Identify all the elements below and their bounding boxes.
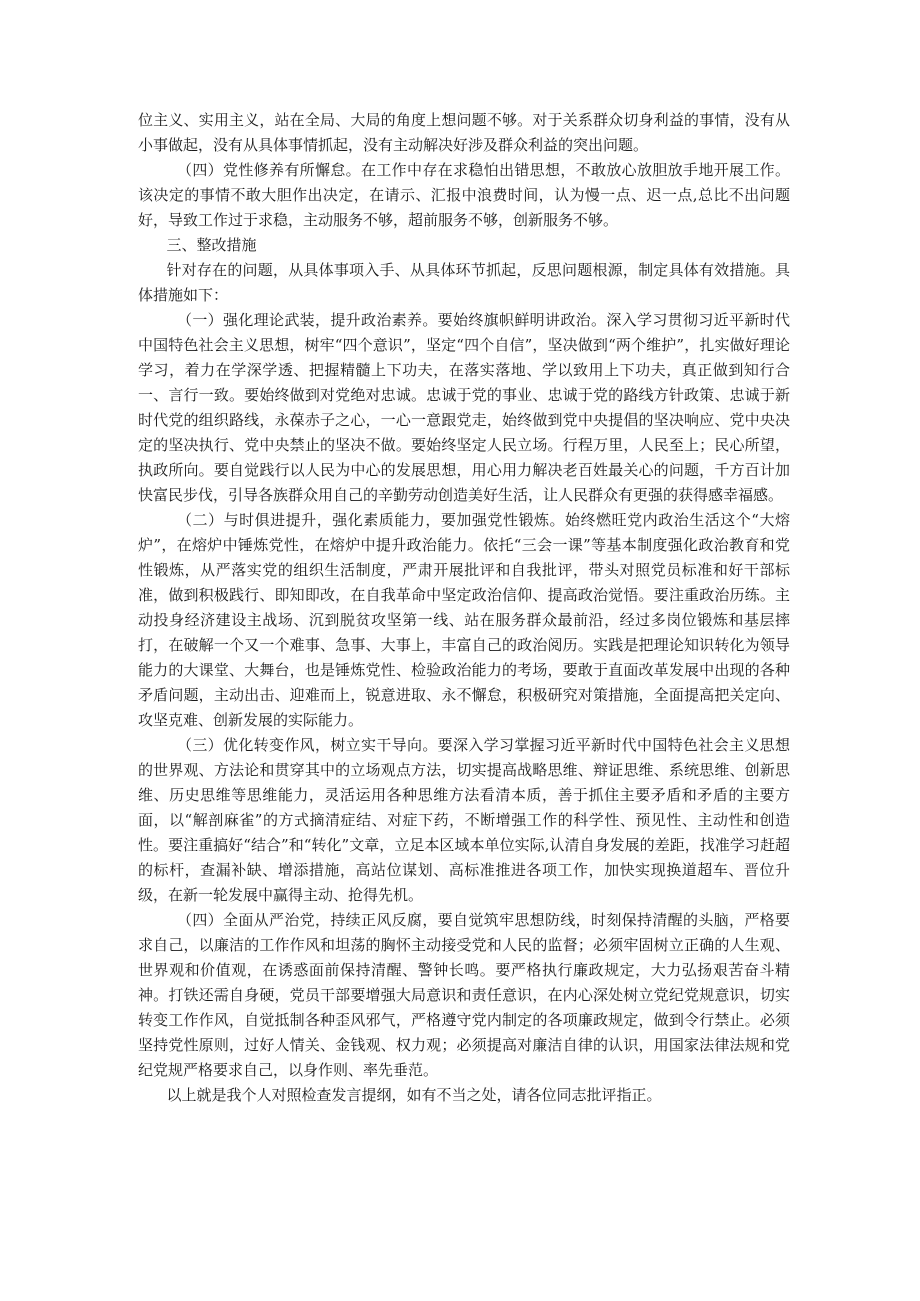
- paragraph-measure-1: （一）强化理论武装，提升政治素养。要始终旗帜鲜明讲政治。深入学习贯彻习近平新时代中国特色社会主义思想，树牢“四个意识”，坚定“四个自信”，坚决做到“两个维护”，扎实做好理论学习，着力在学深学透、把握精髓上下功夫，在落实落地、学以致用上下功夫，真正做到知行合一、言行一致。要始终做到对党绝对忠诚。忠诚于党的事业、忠诚于党的路线方针政策、忠诚于新时代党的组织路线，永葆赤子之心，一心一意跟党走，始终做到党中央提倡的坚决响应、党中央决定的坚决执行、党中央禁止的坚决不做。要始终坚定人民立场。行程万里，人民至上；民心所望，执政所向。要自觉践行以人民为中心的发展思想，用心用力解决老百姓最关心的问题，千方百计加快富民步伐，引导各族群众用自己的辛勤劳动创造美好生活，让人民群众有更强的获得感幸福感。: [138, 311, 790, 504]
- section-heading-rectification: 三、整改措施: [166, 236, 257, 254]
- paragraph-closing: 以上就是我个人对照检查发言提纲，如有不当之处，请各位同志批评指正。: [166, 1086, 662, 1104]
- paragraph-measure-2: （二）与时俱进提升，强化素质能力，要加强党性锻炼。始终燃旺党内政治生活这个“大熔炉”，在熔炉中锤炼党性，在熔炉中提升政治能力。依托“三会一课”等基本制度强化政治教育和党性锻炼，从严落实党的组织生活制度，严肃开展批评和自我批评，带头对照党员标准和好干部标准，做到积极践行、即知即改，在自我革命中坚定政治信仰、提高政治觉悟。要注重政治历练。主动投身经济建设主战场、沉到脱贫攻坚第一线、站在服务群众最前沿，经过多岗位锻炼和基层摔打，在破解一个又一个难事、急事、大事上，丰富自己的政治阅历。实践是把理论知识转化为领导能力的大课堂、大舞台，也是锤炼党性、检验政治能力的考场，要敢于直面改革发展中出现的各种矛盾问题，主动出击、迎难而上，锐意进取、永不懈怠，积极研究对策措施，全面提高把关定向、攻坚克难、创新发展的实际能力。: [138, 511, 790, 729]
- document-body: [138, 108, 790, 1108]
- paragraph-continuation: 位主义、实用主义，站在全局、大局的角度上想问题不够。对于关系群众切身利益的事情，没有从小事做起，没有从具体事情抓起，没有主动解决好涉及群众利益的突出问题。: [138, 111, 790, 154]
- paragraph-measure-4: （四）全面从严治党，持续正风反腐，要自觉筑牢思想防线，时刻保持清醒的头脑，严格要求自己，以廉洁的工作作风和坦荡的胸怀主动接受党和人民的监督；必须牢固树立正确的人生观、世界观和价值观，在诱惑面前保持清醒、警钟长鸣。要严格执行廉政规定，大力弘扬艰苦奋斗精神。打铁还需自身硬，党员干部要增强大局意识和责任意识，在内心深处树立党纪党规意识，切实转变工作作风，自觉抵制各种歪风邪气，严格遵守党内制定的各项廉政规定，做到令行禁止。必须坚持党性原则，过好人情关、金钱观、权力观；必须提高对廉洁自律的认识，用国家法律法规和党纪党规严格要求自己，以身作则、率先垂范。: [138, 911, 790, 1079]
- paragraph-measure-3: （三）优化转变作风，树立实干导向。要深入学习掌握习近平新时代中国特色社会主义思想的世界观、方法论和贯穿其中的立场观点方法，切实提高战略思维、辩证思维、系统思维、创新思维、历史思维等思维能力，灵活运用各种思维方法看清本质，善于抓住主要矛盾和矛盾的主要方面，以“解剖麻雀”的方式摘清症结、对症下药，不断增强工作的科学性、预见性、主动性和创造性。要注重搞好“结合”和“转化”文章，立足本区域本单位实际,认清自身发展的差距，找准学习赶超的标杆，查漏补缺、增添措施，高站位谋划、高标准推进各项工作，加快实现换道超车、晋位升级，在新一轮发展中赢得主动、抢得先机。: [138, 736, 790, 904]
- paragraph-section-intro: 针对存在的问题，从具体事项入手、从具体环节抓起，反思问题根源，制定具体有效措施。具体措施如下：: [138, 261, 790, 304]
- paragraph-problem-4: （四）党性修养有所懈怠。在工作中存在求稳怕出错思想，不敢放心放胆放手地开展工作。该决定的事情不敢大胆作出决定，在请示、汇报中浪费时间，认为慢一点、迟一点,总比不出问题好，导致工作过于求稳，主动服务不够，超前服务不够，创新服务不够。: [138, 161, 790, 229]
